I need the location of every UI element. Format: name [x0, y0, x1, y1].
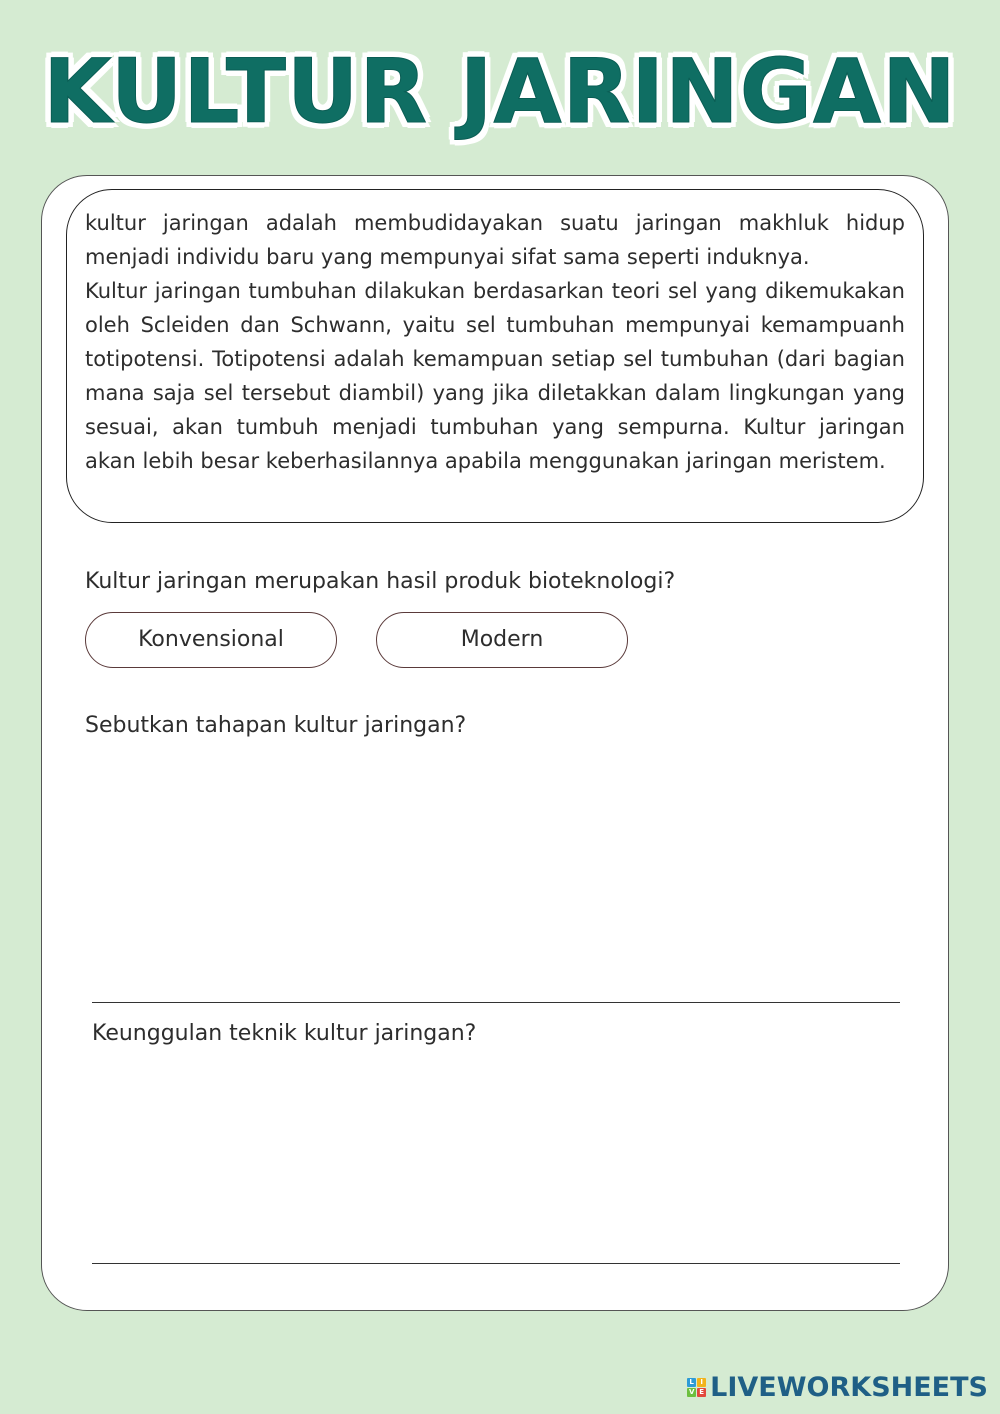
liveworksheets-logo-icon — [687, 1378, 706, 1397]
answer-field-keunggulan[interactable] — [92, 1060, 900, 1259]
logo-tile-l: L — [687, 1378, 696, 1387]
answer-field-tahapan[interactable] — [92, 752, 900, 998]
option-modern[interactable]: Modern — [376, 612, 628, 668]
question-tahapan: Sebutkan tahapan kultur jaringan? — [85, 713, 467, 738]
intro-text-box — [66, 189, 924, 523]
answer-line-tahapan — [92, 1002, 900, 1003]
page-title: KULTUR JARINGAN — [43, 40, 957, 143]
intro-paragraph — [85, 206, 905, 478]
logo-tile-v: V — [688, 1388, 695, 1396]
option-konvensional[interactable]: Konvensional — [85, 612, 337, 668]
question-bioteknologi: Kultur jaringan merupakan hasil produk bioteknologi? — [85, 569, 676, 594]
liveworksheets-brand — [687, 1372, 988, 1403]
intro-definition: kultur jaringan adalah membudidayakan suatu jaringan makhluk hidup menjadi individu baru yang mempunyai sifat sama seperti induknya. — [85, 211, 905, 269]
logo-tile-i: I — [697, 1378, 706, 1387]
question-keunggulan: Keunggulan teknik kultur jaringan? — [92, 1021, 477, 1046]
answer-line-keunggulan — [92, 1263, 900, 1264]
logo-tile-e: E — [697, 1388, 706, 1397]
intro-explanation: Kultur jaringan tumbuhan dilakukan berdasarkan teori sel yang dikemukakan oleh Scleiden dan Schwann, yaitu sel tumbuhan mempunyai kemampuanh totipotensi. Totipotensi adalah kemampuan setiap sel tumbuhan (dari bagian mana saja sel tersebut diambil) yang jika diletakkan dalam lingkungan yang sesuai, akan tumbuh menjadi tumbuhan yang sempurna. Kultur jaringan akan lebih besar keberhasilannya apabila menggunakan jaringan meristem. — [85, 279, 905, 473]
brand-name: LIVEWORKSHEETS — [710, 1372, 988, 1403]
